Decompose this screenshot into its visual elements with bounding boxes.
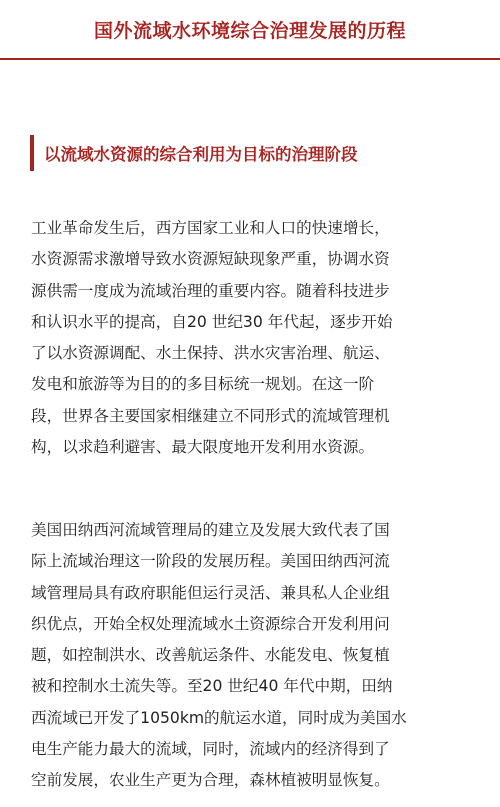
text-line: 构，以求趋利避害、最大限度地开发利用水资源。 [31, 438, 375, 457]
text-line: 工业革命发生后，西方国家工业和人口的快速增长， [31, 219, 390, 237]
text-line: 题，如控制洪水、改善航运条件、水能发电、恢复植 [31, 646, 390, 665]
paragraph-2 [31, 515, 471, 797]
section-heading [30, 133, 470, 173]
text-line: 际上流域治理这一阶段的发展历程。美国田纳西河流 [31, 552, 390, 571]
page-title: 国外流域水环境综合治理发展的历程 [93, 19, 406, 42]
accent-bar [30, 135, 34, 171]
text-line: 织优点，开始全权处理流域水土资源综合开发利用问 [31, 614, 390, 633]
text-line: 被和控制水土流失等。至20 世纪40 年代中期，田纳 [31, 677, 393, 696]
section-heading-text: 以流域水资源的综合利用为目标的治理阶段 [44, 145, 358, 164]
text-line: 了以水资源调配、水土保持、洪水灾害治理、航运、 [31, 344, 390, 363]
paragraph-1 [31, 213, 471, 463]
text-line: 段，世界各主要国家相继建立不同形式的流域管理机 [31, 406, 390, 425]
text-line: 水资源需求激增导致水资源短缺现象严重，协调水资 [31, 250, 390, 269]
text-line: 西流域已开发了1050km的航运水道，同时成为美国水 [31, 708, 407, 727]
text-line: 和认识水平的提高，自20 世纪30 年代起，逐步开始 [31, 312, 393, 331]
text-line: 美国田纳西河流域管理局的建立及发展大致代表了国 [31, 521, 390, 539]
text-line: 发电和旅游等为目的的多目标统一规划。在这一阶 [31, 375, 375, 394]
text-line: 空前发展，农业生产更为合理，森林植被明显恢复。 [31, 771, 390, 790]
top-banner [0, 0, 500, 60]
text-line: 域管理局具有政府职能但运行灵活、兼具私人企业组 [31, 583, 390, 602]
text-line: 源供需一度成为流域治理的重要内容。随着科技进步 [31, 281, 390, 300]
text-line: 电生产能力最大的流域，同时，流域内的经济得到了 [31, 740, 390, 759]
